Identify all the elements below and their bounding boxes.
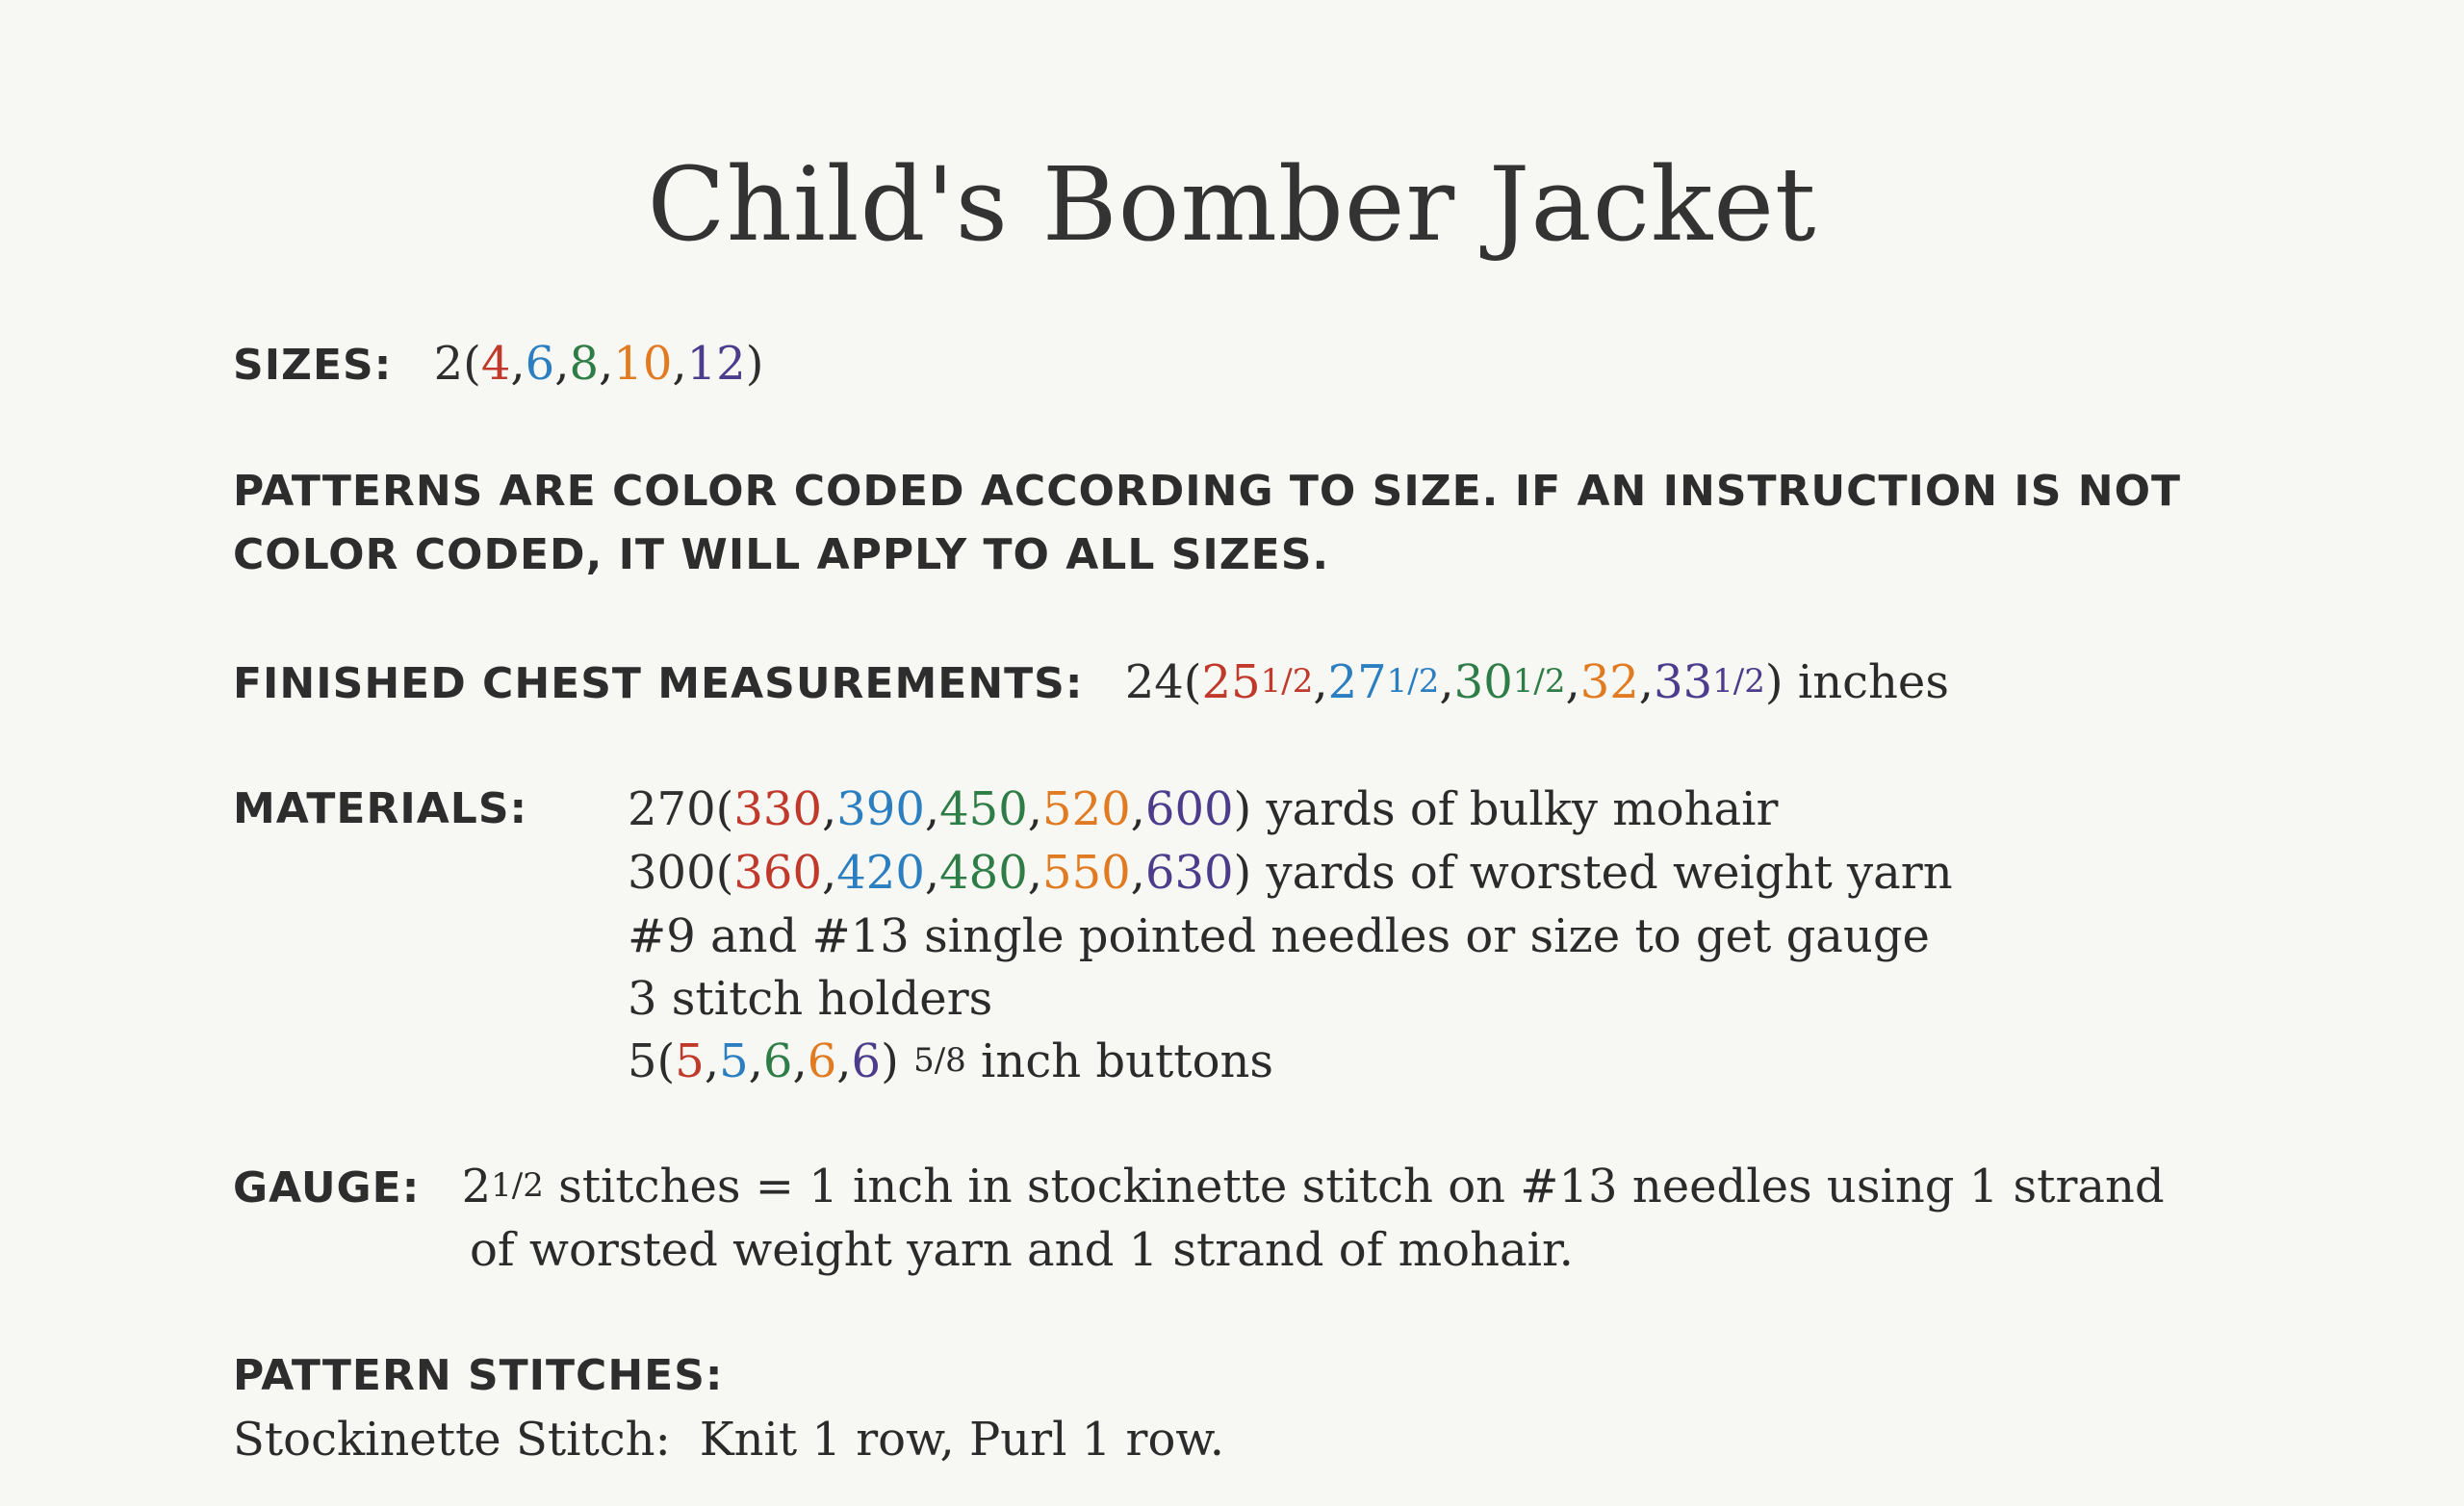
material-buttons: 5(5,5,6,6,6) 5/8 inch buttons bbox=[628, 1034, 1274, 1088]
gauge-line-2: of worsted weight yarn and 1 strand of mohair. bbox=[470, 1223, 1574, 1277]
size-value-1: 4 bbox=[480, 337, 511, 391]
mohair-base: 270 bbox=[628, 782, 716, 836]
buttons-value-2: 5 bbox=[719, 1034, 749, 1088]
chest-value-3: 301/2 bbox=[1453, 655, 1566, 709]
materials-label: MATERIALS: bbox=[233, 784, 528, 833]
chest-value-2: 271/2 bbox=[1327, 655, 1440, 709]
mohair-value-3: 450 bbox=[939, 782, 1028, 836]
buttons-value-4: 6 bbox=[807, 1034, 837, 1088]
pattern-stitches-label: PATTERN STITCHES: bbox=[233, 1351, 724, 1400]
chest-label: FINISHED CHEST MEASUREMENTS: bbox=[233, 659, 1084, 708]
gauge-value: 21/2 stitches = 1 inch in stockinette stitch on #13 needles using 1 strand bbox=[461, 1160, 2165, 1213]
paren-close: ) bbox=[745, 337, 764, 391]
page-title: Child's Bomber Jacket bbox=[647, 145, 1817, 265]
sizes-label: SIZES: bbox=[233, 341, 393, 390]
paren-open: ( bbox=[463, 337, 481, 391]
size-value-2: 6 bbox=[525, 337, 555, 391]
chest-unit: inches bbox=[1797, 655, 1949, 709]
color-code-note bbox=[233, 460, 2181, 587]
chest-value-4: 32 bbox=[1579, 655, 1639, 709]
gauge-line bbox=[233, 1155, 2165, 1223]
gauge-label: GAUGE: bbox=[233, 1163, 421, 1212]
mohair-text: yards of bulky mohair bbox=[1266, 782, 1779, 836]
sizes-base: 2 bbox=[433, 337, 464, 391]
note-line-2: COLOR CODED, IT WILL APPLY TO ALL SIZES. bbox=[233, 530, 1330, 579]
material-holders: 3 stitch holders bbox=[628, 972, 993, 1026]
stitch-name: Stockinette Stitch: bbox=[233, 1413, 671, 1467]
pattern-stitch-line bbox=[233, 1408, 1224, 1471]
buttons-value-1: 5 bbox=[675, 1034, 705, 1088]
size-value-3: 8 bbox=[569, 337, 600, 391]
chest-value: 24(251/2,271/2,301/2,32,331/2) inches bbox=[1124, 655, 1949, 709]
buttons-value-5: 6 bbox=[851, 1034, 882, 1088]
mohair-value-2: 390 bbox=[836, 782, 925, 836]
chest-line bbox=[233, 651, 1949, 719]
size-value-4: 10 bbox=[613, 337, 673, 391]
worsted-value-3: 480 bbox=[939, 846, 1028, 900]
worsted-value-5: 630 bbox=[1144, 846, 1234, 900]
material-needles: #9 and #13 single pointed needles or size to get gauge bbox=[628, 909, 1930, 963]
size-value-5: 12 bbox=[686, 337, 746, 391]
worsted-value-4: 550 bbox=[1042, 846, 1131, 900]
material-worsted: 300(360,420,480,550,630) yards of worsted weight yarn bbox=[628, 846, 1953, 900]
sizes-value: 2(4,6,8,10,12) bbox=[433, 337, 764, 391]
buttons-text: inch buttons bbox=[981, 1034, 1274, 1088]
note-line-1: PATTERNS ARE COLOR CODED ACCORDING TO SIZE. IF AN INSTRUCTION IS NOT bbox=[233, 467, 2182, 516]
chest-base: 24 bbox=[1124, 655, 1184, 709]
buttons-base: 5 bbox=[628, 1034, 657, 1088]
chest-value-5: 331/2 bbox=[1654, 655, 1765, 709]
buttons-fraction: 5/8 bbox=[913, 1041, 966, 1080]
mohair-value-5: 600 bbox=[1144, 782, 1234, 836]
material-mohair: 270(330,390,450,520,600) yards of bulky mohair bbox=[628, 782, 1779, 836]
worsted-text: yards of worsted weight yarn bbox=[1266, 846, 1953, 900]
buttons-value-3: 6 bbox=[762, 1034, 793, 1088]
stitch-instructions: Knit 1 row, Purl 1 row. bbox=[699, 1413, 1225, 1467]
mohair-value-4: 520 bbox=[1042, 782, 1131, 836]
mohair-value-1: 330 bbox=[733, 782, 822, 836]
worsted-value-1: 360 bbox=[733, 846, 822, 900]
worsted-base: 300 bbox=[628, 846, 716, 900]
sizes-line bbox=[233, 332, 763, 397]
worsted-value-2: 420 bbox=[836, 846, 925, 900]
chest-value-1: 251/2 bbox=[1201, 655, 1314, 709]
